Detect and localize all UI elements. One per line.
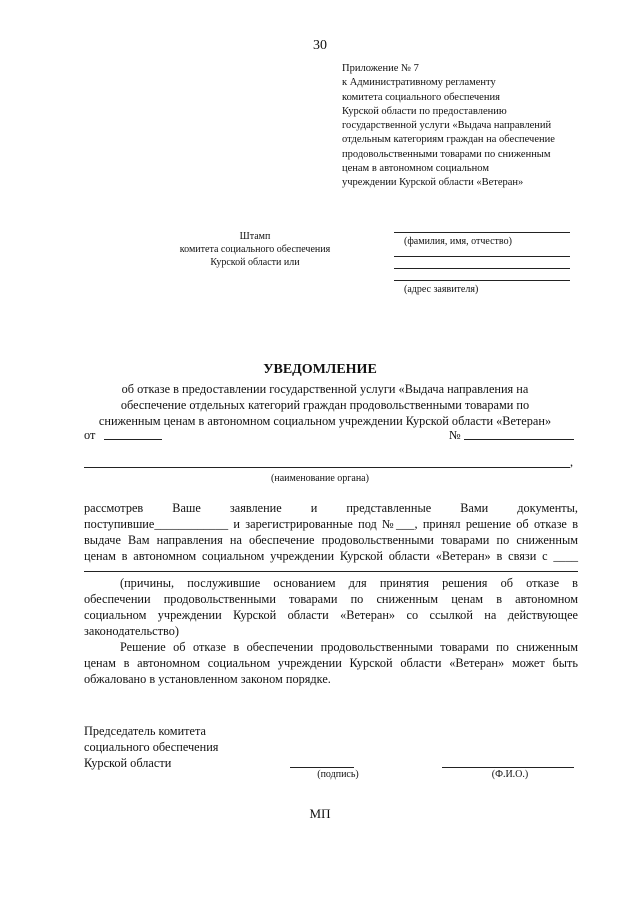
appeal-paragraph — [84, 639, 578, 687]
body-line: поступившие____________ и зарегистрированные под №___, принял решение об отказе в — [84, 517, 578, 531]
appeal-line: Решение об отказе в обеспечении продовольственными товарами по сниженным — [120, 640, 578, 654]
body-paragraph — [84, 500, 578, 564]
appendix-line: комитета социального обеспечения — [342, 91, 500, 103]
reasons-line-text: (причины, послужившие основанием для принятия решения об отказе в — [120, 576, 578, 590]
body-line: рассмотрев Ваше заявление и представленные Вами документы, — [84, 501, 578, 515]
signatory-position — [84, 723, 304, 771]
reasons-line — [84, 571, 578, 572]
appendix-line: государственной услуги «Выдача направлений — [342, 120, 552, 132]
stamp-line: Штамп — [239, 231, 271, 242]
number-line — [464, 439, 574, 440]
notice-title: УВЕДОМЛЕНИЕ — [263, 362, 377, 377]
position-line: социального обеспечения — [84, 740, 219, 754]
appendix-line: Курской области по предоставлению — [342, 105, 507, 117]
seal-mark: МП — [309, 806, 331, 821]
appendix-line: учреждении Курской области «Ветеран» — [342, 177, 524, 189]
applicant-line — [394, 268, 570, 269]
subtitle-line: об отказе в предоставлении государственной услуги «Выдача направления на — [121, 382, 529, 396]
fio-line — [442, 767, 574, 768]
reasons-paragraph — [84, 575, 578, 639]
applicant-address-caption: (адрес заявителя) — [404, 284, 479, 295]
appendix-line: к Административному регламенту — [342, 77, 496, 89]
reasons-line-text: социальном учреждении Курской области «Ветеран» со ссылкой на действующее — [84, 608, 578, 622]
reasons-line-text: обеспечении продовольственными товарами по сниженным ценам в автономном — [84, 592, 578, 606]
stamp-line: Курской области или — [210, 257, 300, 268]
appendix-line: отдельным категориям граждан на обеспечение — [342, 134, 555, 146]
applicant-name-line — [394, 232, 570, 233]
trailing-comma: , — [570, 455, 574, 469]
notice-subtitle — [90, 381, 560, 429]
signature-line — [290, 767, 354, 768]
applicant-name-caption: (фамилия, имя, отчество) — [404, 236, 512, 247]
signature-caption: (подпись) — [317, 769, 359, 780]
position-line: Курской области — [84, 756, 172, 770]
reasons-line-text: законодательство) — [84, 624, 179, 638]
position-line: Председатель комитета — [84, 724, 206, 738]
fio-caption: (Ф.И.О.) — [491, 769, 529, 780]
body-line: ценам в автономном социальном учреждении Курской области «Ветеран» в связи с ____ — [84, 549, 578, 563]
page-number: 30 — [313, 38, 327, 53]
appendix-line: продовольственными товарами по сниженным — [342, 148, 551, 160]
stamp-block — [140, 230, 370, 269]
number-label: № — [449, 428, 461, 442]
applicant-line — [394, 256, 570, 257]
appendix-header — [342, 62, 602, 191]
appendix-line: Приложение № 7 — [342, 63, 419, 74]
appeal-line: ценам в автономном социальном учреждении Курской области «Ветеран» может быть — [84, 656, 578, 670]
appeal-line: обжаловано в установленном законом порядке. — [84, 672, 331, 686]
body-line: выдаче Вам направления на обеспечение продовольственными товарами по сниженным — [84, 533, 578, 547]
organ-caption: (наименование органа) — [271, 473, 369, 484]
stamp-line: комитета социального обеспечения — [179, 244, 331, 255]
from-label: от — [84, 428, 96, 442]
subtitle-line: сниженным ценам в автономном социальном учреждении Курской области «Ветеран» — [98, 414, 552, 428]
applicant-address-line — [394, 280, 570, 281]
subtitle-line: обеспечение отдельных категорий граждан продовольственными товарами по — [120, 398, 530, 412]
organ-line — [84, 467, 570, 468]
appendix-line: ценам в автономном социальном — [342, 163, 489, 175]
date-line — [104, 439, 162, 440]
